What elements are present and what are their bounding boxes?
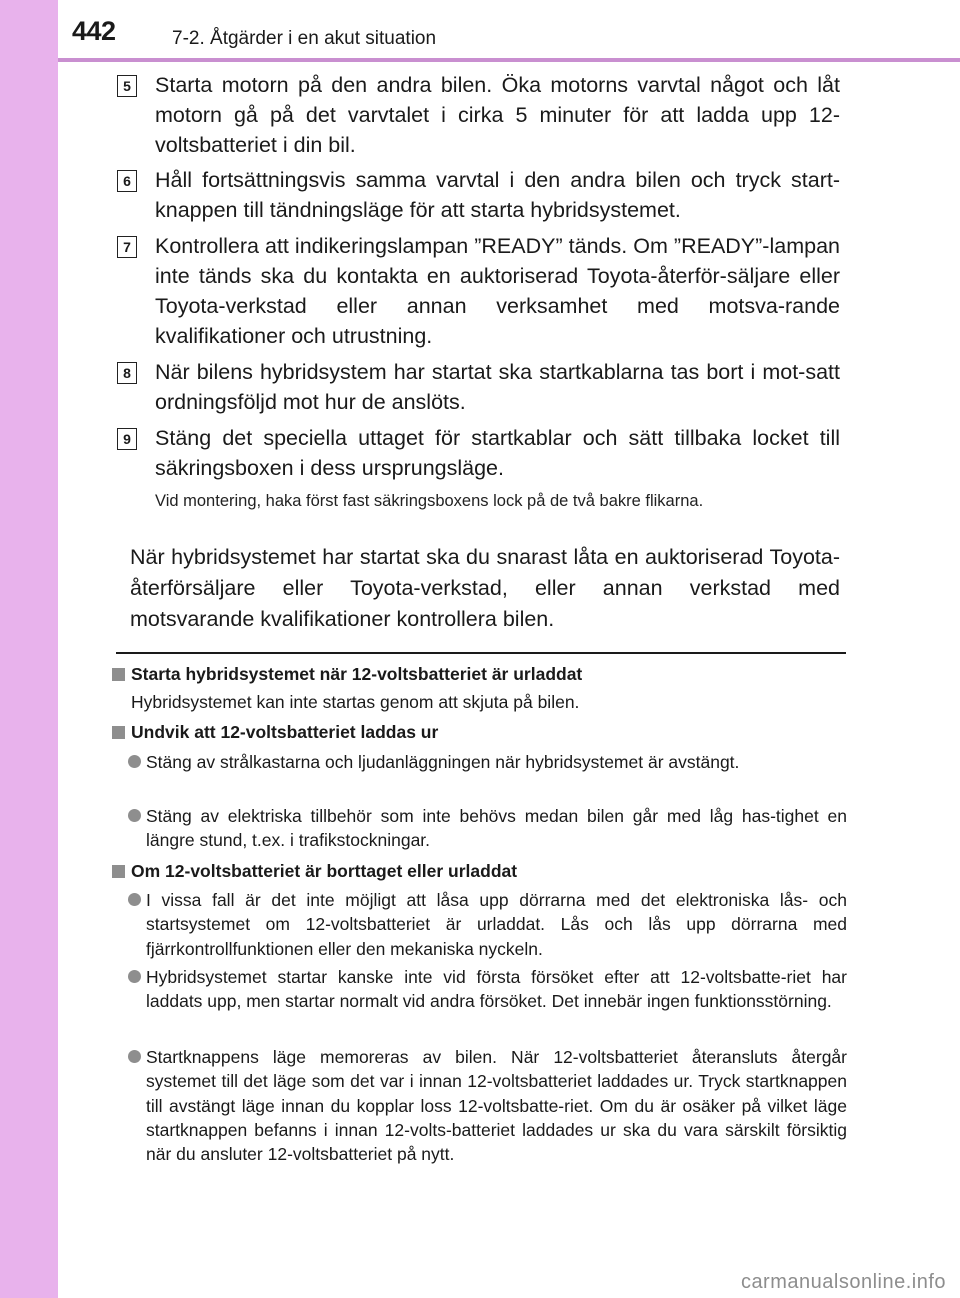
- step-number-badge: 6: [117, 170, 137, 192]
- page-header: [58, 0, 960, 58]
- section-heading: [112, 722, 847, 743]
- header-rule: [58, 58, 960, 62]
- warning-paragraph: När hybridsystemet har startat ska du snarast låta en auktoriserad Toyota-återförsäljare eller Toyota-verkstad, eller annan verkstad med motsvarande kvalifikationer kontrollera bilen.: [130, 545, 840, 631]
- step-9-text: Stäng det speciella uttaget för startkablar och sätt tillbaka locket till säkringsboxen i dess ursprungsläge.: [155, 426, 840, 480]
- bullet-item: [128, 965, 847, 1014]
- section-heading-text: Om 12-voltsbatteriet är borttaget eller urladdat: [131, 861, 518, 881]
- step-5-text: Starta motorn på den andra bilen. Öka motorns varvtal något och låt motorn gå på det varvtalet i cirka 5 minuter för att ladda upp 12-voltsbatteriet i din bil.: [155, 73, 840, 157]
- bullet-item: [128, 1045, 847, 1166]
- step-number-badge: 5: [117, 75, 137, 97]
- chapter-color-tab: [0, 0, 58, 1298]
- bullet-dot-icon: [128, 893, 141, 906]
- step-number-badge: 8: [117, 362, 137, 384]
- step-9-note: Vid montering, haka först fast säkringsboxens lock på de två bakre flikarna.: [155, 492, 704, 510]
- section-body-text: Hybridsystemet kan inte startas genom att skjuta på bilen.: [131, 692, 580, 712]
- section-heading-text: Undvik att 12-voltsbatteriet laddas ur: [131, 722, 439, 742]
- bullet-text: I vissa fall är det inte möjligt att låsa upp dörrarna med det elektroniska lås- och startsystemet om 12-voltsbatteriet är urladdat. Lås och lås upp dörrarna med fjärrkontrollfunktionen eller den mekaniska nyckeln.: [146, 890, 847, 959]
- bullet-item: [128, 750, 847, 774]
- heading-square-icon: [112, 865, 125, 878]
- section-heading-text: Starta hybridsystemet när 12-voltsbatteriet är urladdat: [131, 664, 583, 684]
- section-heading: [112, 861, 847, 882]
- heading-square-icon: [112, 726, 125, 739]
- step-number-badge: 7: [117, 236, 137, 258]
- bullet-text: Stäng av strålkastarna och ljudanläggningen när hybridsystemet är avstängt.: [146, 752, 740, 772]
- bullet-dot-icon: [128, 1050, 141, 1063]
- bullet-dot-icon: [128, 755, 141, 768]
- bullet-dot-icon: [128, 970, 141, 983]
- bullet-text: Stäng av elektriska tillbehör som inte behövs medan bilen går med låg has-tighet en längre stund, t.ex. i trafikstockningar.: [146, 806, 847, 851]
- bullet-text: Hybridsystemet startar kanske inte vid första försöket efter att 12-voltsbatte-riet har laddats upp, men startar normalt vid andra försöket. Det innebär ingen funktionsstörning.: [146, 967, 847, 1012]
- bullet-text: Startknappens läge memoreras av bilen. När 12-voltsbatteriet återansluts återgår systemet till det läge som det var i innan 12-voltsbatteriet laddades ur. Tryck startknappen till avstängt läge innan du kopplar loss 12-voltsbatte-riet. Om du är osäker på vilket läge startknappen befanns i innan 12-volts-batteriet laddades ur ska du vara särskilt försiktig när du ansluter 12-voltsbatteriet på nytt.: [146, 1047, 847, 1165]
- section-heading: [112, 664, 847, 685]
- step-6-text: Håll fortsättningsvis samma varvtal i den andra bilen och tryck start-knappen till tändningsläge för att starta hybridsystemet.: [155, 168, 840, 222]
- page-number: 442: [72, 16, 116, 46]
- bullet-dot-icon: [128, 809, 141, 822]
- step-8-text: När bilens hybridsystem har startat ska startkablarna tas bort i mot-satt ordningsföljd mot hur de anslöts.: [155, 360, 840, 414]
- section-title: 7-2. Åtgärder i en akut situation: [172, 28, 437, 49]
- heading-square-icon: [112, 668, 125, 681]
- bullet-item: [128, 888, 847, 961]
- step-7-text: Kontrollera att indikeringslampan ”READY” tänds. Om ”READY”-lampan inte tänds ska du kontakta en auktoriserad Toyota-återför-säljare eller Toyota-verkstad eller annan verksamhet med motsva-rande kvalifikationer och utrustning.: [155, 234, 840, 348]
- bullet-item: [128, 804, 847, 853]
- step-number-badge: 9: [117, 428, 137, 450]
- section-divider: [116, 652, 846, 654]
- watermark: carmanualsonline.info: [740, 1271, 946, 1293]
